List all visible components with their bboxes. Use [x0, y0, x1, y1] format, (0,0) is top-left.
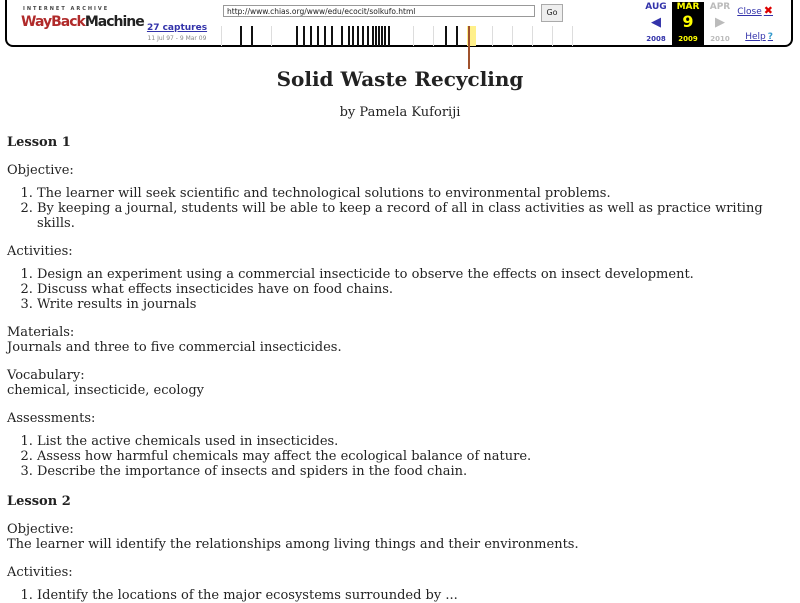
- objective-text: The learner will identify the relationships among living things and their environments.: [7, 537, 579, 552]
- next-capture: [704, 2, 736, 43]
- current-year: 2009: [678, 35, 698, 43]
- materials-label: Materials:: [7, 325, 75, 340]
- page-content: [0, 63, 800, 603]
- activities-label: Activities:: [7, 244, 73, 259]
- close-label[interactable]: Close: [737, 7, 762, 17]
- list-item: 3. Write results in journals: [37, 297, 800, 312]
- captures-info: [145, 23, 209, 42]
- assessments-label: Assessments:: [7, 411, 96, 426]
- objective-label: Objective:: [7, 163, 74, 178]
- next-year: 2010: [710, 35, 730, 43]
- author-byline: by Pamela Kuforiji: [339, 105, 461, 120]
- list-item: 1. List the active chemicals used in insecticides.: [37, 434, 800, 449]
- list-item: 2. Discuss what effects insecticides have on food chains.: [37, 282, 800, 297]
- capture-sparkline[interactable]: [217, 26, 577, 46]
- prev-year[interactable]: 2008: [646, 35, 666, 43]
- current-month: MAR: [676, 2, 700, 12]
- activities-list: [0, 267, 800, 312]
- help-icon[interactable]: ?: [767, 32, 773, 42]
- help-button[interactable]: [745, 32, 773, 42]
- current-capture: [672, 2, 704, 45]
- close-icon[interactable]: ✖: [763, 4, 773, 17]
- assessments-list: [0, 434, 800, 479]
- vocabulary-text: chemical, insecticide, ecology: [7, 383, 205, 398]
- url-input[interactable]: http://www.chias.org/www/edu/ecocit/solkufo.html: [223, 5, 535, 17]
- help-label[interactable]: Help: [745, 32, 766, 42]
- next-arrow-icon: ▶: [715, 15, 725, 30]
- prev-capture[interactable]: [640, 2, 672, 43]
- go-button[interactable]: Go: [541, 4, 563, 22]
- list-item: 1. The learner will seek scientific and technological solutions to environmental problems.: [37, 186, 800, 201]
- logo-machine-text: Machine: [84, 14, 144, 30]
- list-item: 2. Assess how harmful chemicals may affect the ecological balance of nature.: [37, 449, 800, 464]
- next-month: APR: [709, 2, 731, 12]
- list-item: 3. Describe the importance of insects and spiders in the food chain.: [37, 464, 800, 479]
- wayback-toolbar: [5, 0, 793, 47]
- lesson-1-heading: Lesson 1: [7, 135, 71, 150]
- captures-range: 11 Jul 97 - 9 Mar 09: [147, 35, 207, 42]
- list-item: 1. Design an experiment using a commercial insecticide to observe the effects on insect development.: [37, 267, 800, 282]
- lesson-2-heading: Lesson 2: [7, 494, 71, 509]
- current-day: 9: [682, 12, 694, 31]
- internet-archive-label: INTERNET ARCHIVE: [23, 6, 110, 12]
- activities-list: [0, 588, 800, 603]
- close-button[interactable]: [737, 4, 773, 17]
- captures-link[interactable]: 27 captures: [146, 23, 208, 33]
- objective-label: Objective:: [7, 522, 74, 537]
- page-title: Solid Waste Recycling: [276, 67, 524, 91]
- prev-month[interactable]: AUG: [645, 2, 667, 12]
- activities-label: Activities:: [7, 565, 73, 580]
- materials-text: Journals and three to five commercial insecticides.: [7, 340, 342, 355]
- list-item: 1. Identify the locations of the major ecosystems surrounded by ...: [37, 588, 800, 603]
- objective-list: [0, 186, 800, 231]
- vocabulary-label: Vocabulary:: [7, 368, 85, 383]
- prev-arrow-icon[interactable]: ◀: [651, 15, 661, 30]
- wayback-machine-logo[interactable]: [21, 14, 144, 30]
- logo-wayback-text: WayBack: [21, 14, 85, 30]
- list-item: 2. By keeping a journal, students will be able to keep a record of all in class activities as well as practice writing skills.: [37, 201, 800, 231]
